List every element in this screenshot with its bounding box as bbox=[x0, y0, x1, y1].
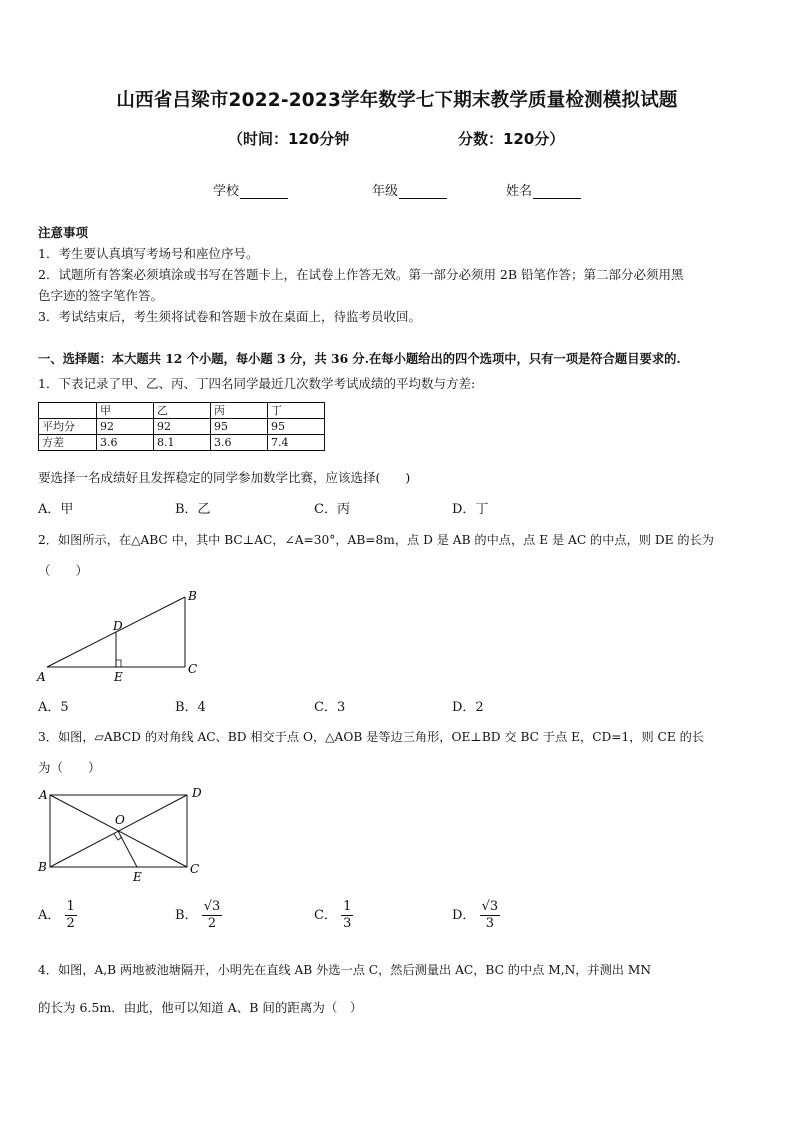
rectangle-figure bbox=[30, 783, 210, 888]
label-a: A bbox=[39, 788, 48, 802]
label-o: O bbox=[115, 813, 125, 827]
table-cell: 3.6 bbox=[97, 435, 154, 451]
table-cell: 92 bbox=[154, 419, 211, 435]
denominator: 3 bbox=[343, 916, 352, 931]
denominator: 3 bbox=[485, 916, 494, 931]
table-cell: 3.6 bbox=[211, 435, 268, 451]
exam-time: （时间：120分钟 bbox=[228, 130, 350, 148]
notice-heading: 注意事项 bbox=[38, 225, 89, 240]
school-blank[interactable] bbox=[240, 186, 288, 199]
table-cell: 95 bbox=[268, 419, 325, 435]
table-cell: 方差 bbox=[39, 435, 97, 451]
notice-item-1: 1．考生要认真填写考场号和座位序号。 bbox=[38, 246, 259, 261]
table-cell: 丙 bbox=[211, 403, 268, 419]
grade-field bbox=[372, 180, 447, 199]
numerator: 1 bbox=[343, 899, 352, 914]
option-letter: D． bbox=[452, 908, 476, 923]
section-heading: 一、选择题：本大题共 12 个小题，每小题 3 分，共 36 分.在每小题给出的四个选项中，只有一项是符合题目要求的. bbox=[38, 351, 681, 366]
grade-label: 年级 bbox=[372, 184, 399, 199]
q2-option-d[interactable]: D．2 bbox=[452, 700, 484, 715]
option-letter: A． bbox=[38, 908, 61, 923]
notice-item-3: 3．考试结束后，考生须将试卷和答题卡放在桌面上，待监考员收回。 bbox=[38, 309, 421, 324]
fraction bbox=[341, 899, 353, 932]
label-e: E bbox=[133, 870, 142, 884]
table-cell: 甲 bbox=[97, 403, 154, 419]
label-d: D bbox=[113, 619, 123, 633]
q2-option-a[interactable]: A．5 bbox=[38, 700, 69, 715]
page-title: 山西省吕梁市2022-2023学年数学七下期末教学质量检测模拟试题 bbox=[116, 90, 678, 111]
label-b: B bbox=[38, 860, 47, 874]
q1-question: 要选择一名成绩好且发挥稳定的同学参加数学比赛，应该选择( ) bbox=[38, 470, 411, 485]
name-label: 姓名 bbox=[506, 184, 533, 199]
denominator: 2 bbox=[66, 916, 75, 931]
option-letter: B． bbox=[175, 908, 198, 923]
label-c: C bbox=[188, 662, 198, 676]
q2-stem-cont: （ ） bbox=[38, 563, 89, 578]
option-letter: C． bbox=[314, 908, 337, 923]
school-label: 学校 bbox=[213, 184, 240, 199]
exam-score: 分数：120分） bbox=[458, 130, 565, 148]
q3-stem-cont: 为（ ） bbox=[38, 760, 101, 775]
q4-stem: 4．如图，A,B 两地被池塘隔开，小明先在直线 AB 外选一点 C，然后测量出 AC，BC 的中点 M,N，并测出 MN bbox=[38, 963, 652, 977]
label-b: B bbox=[188, 589, 197, 603]
q1-option-b[interactable]: B．乙 bbox=[175, 502, 211, 517]
table-row bbox=[39, 435, 325, 451]
notice-item-2-cont: 色字迹的签字笔作答。 bbox=[38, 288, 164, 303]
denominator: 2 bbox=[207, 916, 217, 931]
fraction bbox=[65, 899, 77, 932]
fraction bbox=[202, 899, 223, 932]
right-angle-mark bbox=[116, 660, 121, 667]
segment-oe bbox=[118, 831, 137, 867]
name-blank[interactable] bbox=[533, 186, 581, 199]
triangle-figure bbox=[30, 585, 210, 685]
q3-option-d[interactable] bbox=[452, 899, 500, 932]
table-cell: 95 bbox=[211, 419, 268, 435]
q2-option-b[interactable]: B．4 bbox=[175, 700, 206, 715]
table-cell: 7.4 bbox=[268, 435, 325, 451]
q3-stem: 3．如图，▱ABCD 的对角线 AC、BD 相交于点 O，△AOB 是等边三角形，OE⊥BD 交 BC 于点 E，CD=1，则 CE 的长 bbox=[38, 730, 704, 744]
table-cell: 92 bbox=[97, 419, 154, 435]
grade-blank[interactable] bbox=[399, 186, 447, 199]
q1-stem: 1．下表记录了甲、乙、丙、丁四名同学最近几次数学考试成绩的平均数与方差: bbox=[38, 376, 476, 391]
score-table bbox=[38, 402, 325, 451]
name-field bbox=[506, 180, 581, 199]
q1-option-c[interactable]: C．丙 bbox=[314, 502, 350, 517]
table-row bbox=[39, 403, 325, 419]
numerator: √3 bbox=[481, 899, 499, 914]
numerator: √3 bbox=[203, 899, 221, 914]
label-d: D bbox=[192, 786, 202, 800]
table-cell: 丁 bbox=[268, 403, 325, 419]
q2-stem: 2．如图所示，在△ABC 中，其中 BC⊥AC，∠A=30°，AB=8m，点 D 是 AB 的中点，点 E 是 AC 的中点，则 DE 的长为 bbox=[38, 533, 714, 547]
table-cell: 平均分 bbox=[39, 419, 97, 435]
numerator: 1 bbox=[66, 899, 75, 914]
table-cell bbox=[39, 403, 97, 419]
notice-item-2: 2．试题所有答案必须填涂或书写在答题卡上，在试卷上作答无效。第一部分必须用 2B 铅笔作答；第二部分必须用黑 bbox=[38, 267, 684, 282]
q4-stem-cont: 的长为 6.5m．由此，他可以知道 A、B 间的距离为（ ） bbox=[38, 1000, 363, 1015]
table-cell: 8.1 bbox=[154, 435, 211, 451]
label-e: E bbox=[114, 670, 123, 684]
q1-option-d[interactable]: D．丁 bbox=[452, 502, 489, 517]
q3-option-a[interactable] bbox=[38, 899, 77, 932]
table-row bbox=[39, 419, 325, 435]
label-a: A bbox=[37, 670, 46, 684]
q1-option-a[interactable]: A．甲 bbox=[38, 502, 74, 517]
q2-option-c[interactable]: C．3 bbox=[314, 700, 346, 715]
label-c: C bbox=[190, 862, 200, 876]
q3-option-c[interactable] bbox=[314, 899, 353, 932]
table-cell: 乙 bbox=[154, 403, 211, 419]
school-field bbox=[213, 180, 288, 199]
q3-option-b[interactable] bbox=[175, 899, 222, 932]
fraction bbox=[480, 899, 501, 932]
